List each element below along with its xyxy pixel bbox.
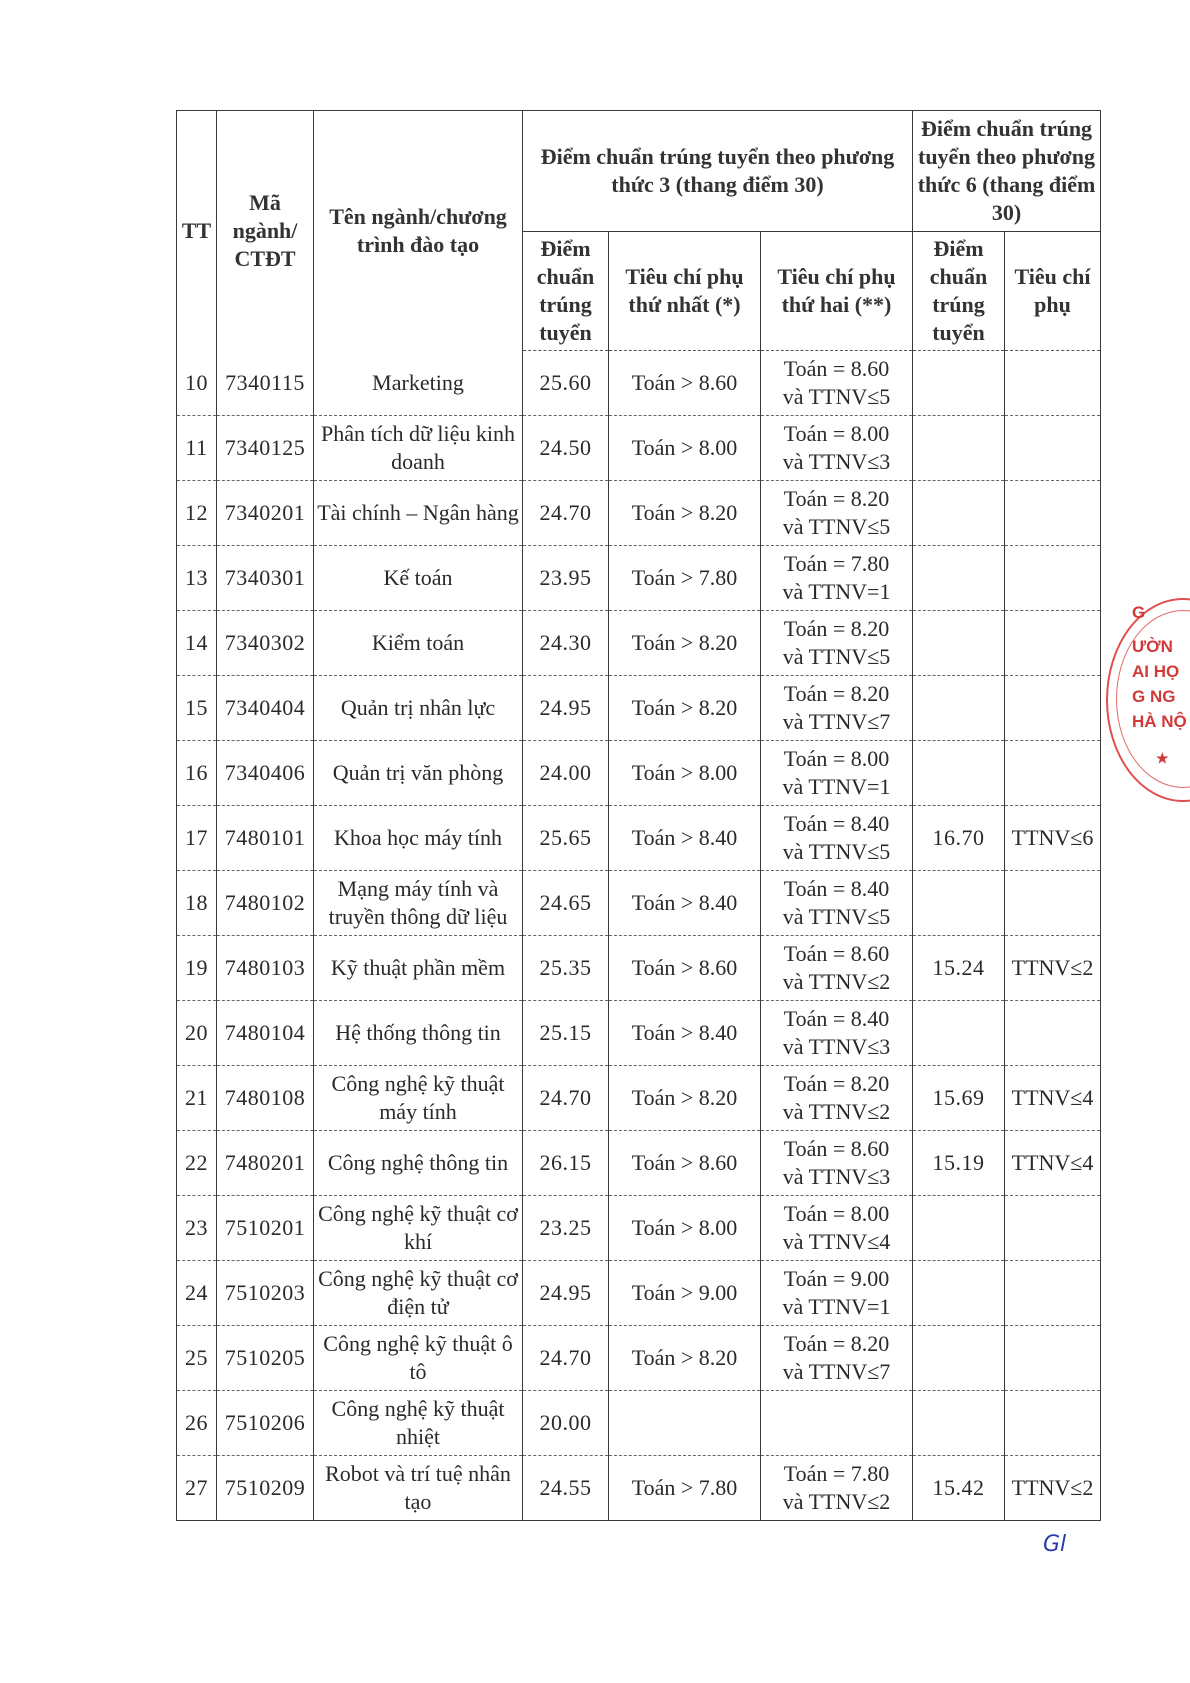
method-3-criterion-1: Toán > 7.80 — [609, 1456, 761, 1521]
table-row — [177, 351, 1101, 416]
header-method-6: Điểm chuẩn trúng tuyển theo phương thức 6 (thang điểm 30) — [913, 111, 1101, 232]
header-m6-criterion: Tiêu chí phụ — [1005, 232, 1101, 351]
table-row — [177, 1131, 1101, 1196]
program-code: 7340115 — [217, 351, 314, 416]
method-3-score: 25.65 — [523, 806, 609, 871]
method-6-score — [913, 871, 1005, 936]
criterion-line: Toán = 8.20 — [783, 681, 890, 706]
method-6-criterion — [1005, 1391, 1101, 1456]
row-number: 12 — [177, 481, 217, 546]
method-6-score — [913, 481, 1005, 546]
program-code: 7510203 — [217, 1261, 314, 1326]
row-number: 21 — [177, 1066, 217, 1131]
criterion-line: Toán = 7.80 — [783, 551, 890, 576]
method-3-criterion-2 — [761, 546, 913, 611]
row-number: 17 — [177, 806, 217, 871]
method-3-criterion-1: Toán > 8.20 — [609, 676, 761, 741]
criterion-line: và TTNV≤2 — [782, 1489, 891, 1514]
program-name: Quản trị văn phòng — [314, 741, 523, 806]
method-6-criterion: TTNV≤4 — [1005, 1066, 1101, 1131]
method-3-score: 24.30 — [523, 611, 609, 676]
method-3-criterion-2 — [761, 1131, 913, 1196]
method-3-criterion-2 — [761, 1456, 913, 1521]
method-6-score — [913, 1391, 1005, 1456]
method-3-criterion-2 — [761, 1066, 913, 1131]
seal-text: AI HỌ — [1132, 662, 1180, 681]
program-name: Mạng máy tính và truyền thông dữ liệu — [314, 871, 523, 936]
criterion-line: Toán = 8.40 — [783, 876, 890, 901]
criterion-line: Toán = 9.00 — [783, 1266, 890, 1291]
method-6-criterion — [1005, 481, 1101, 546]
header-m3-score: Điểm chuẩn trúng tuyển — [523, 232, 609, 351]
program-name: Công nghệ kỹ thuật nhiệt — [314, 1391, 523, 1456]
row-number: 15 — [177, 676, 217, 741]
criterion-line: Toán = 8.40 — [783, 811, 890, 836]
method-3-score: 25.35 — [523, 936, 609, 1001]
program-code: 7340125 — [217, 416, 314, 481]
criterion-line: và TTNV≤5 — [782, 904, 891, 929]
table-row — [177, 936, 1101, 1001]
method-6-criterion: TTNV≤6 — [1005, 806, 1101, 871]
method-3-score: 23.95 — [523, 546, 609, 611]
method-6-score — [913, 676, 1005, 741]
header-m3-criterion-2: Tiêu chí phụ thứ hai (**) — [761, 232, 913, 351]
criterion-line: và TTNV≤3 — [782, 1034, 891, 1059]
criterion-line: Toán = 8.00 — [783, 1201, 890, 1226]
method-6-score: 15.42 — [913, 1456, 1005, 1521]
method-3-criterion-2 — [761, 1261, 913, 1326]
criterion-line: và TTNV≤5 — [782, 514, 891, 539]
method-3-score: 25.60 — [523, 351, 609, 416]
method-3-criterion-2 — [761, 351, 913, 416]
method-3-criterion-1: Toán > 8.20 — [609, 481, 761, 546]
program-code: 7480103 — [217, 936, 314, 1001]
method-6-criterion: TTNV≤2 — [1005, 1456, 1101, 1521]
criterion-line: Toán = 8.60 — [783, 1136, 890, 1161]
method-3-criterion-2 — [761, 1001, 913, 1066]
table-row — [177, 741, 1101, 806]
program-name: Hệ thống thông tin — [314, 1001, 523, 1066]
method-3-criterion-2 — [761, 1326, 913, 1391]
table-body — [177, 351, 1101, 1521]
program-name: Công nghệ kỹ thuật máy tính — [314, 1066, 523, 1131]
criterion-line: và TTNV≤3 — [782, 449, 891, 474]
program-name: Phân tích dữ liệu kinh doanh — [314, 416, 523, 481]
method-3-criterion-2 — [761, 676, 913, 741]
row-number: 23 — [177, 1196, 217, 1261]
method-3-score: 24.00 — [523, 741, 609, 806]
criterion-line: Toán = 8.00 — [783, 746, 890, 771]
criterion-line: và TTNV≤5 — [782, 384, 891, 409]
red-seal-stamp — [1128, 598, 1190, 803]
method-6-criterion — [1005, 416, 1101, 481]
seal-text: G — [1132, 603, 1146, 622]
method-6-criterion: TTNV≤4 — [1005, 1131, 1101, 1196]
program-code: 7340406 — [217, 741, 314, 806]
method-3-criterion-1: Toán > 9.00 — [609, 1261, 761, 1326]
method-6-criterion — [1005, 546, 1101, 611]
table-row — [177, 1326, 1101, 1391]
method-3-score: 24.55 — [523, 1456, 609, 1521]
program-name: Công nghệ kỹ thuật ô tô — [314, 1326, 523, 1391]
method-3-criterion-2 — [761, 871, 913, 936]
table-row — [177, 481, 1101, 546]
table-row — [177, 1456, 1101, 1521]
criterion-line: Toán = 7.80 — [783, 1461, 890, 1486]
program-name: Robot và trí tuệ nhân tạo — [314, 1456, 523, 1521]
method-3-criterion-1: Toán > 8.00 — [609, 1196, 761, 1261]
method-6-criterion — [1005, 1001, 1101, 1066]
program-code: 7510209 — [217, 1456, 314, 1521]
row-number: 25 — [177, 1326, 217, 1391]
program-code: 7340404 — [217, 676, 314, 741]
method-6-score: 16.70 — [913, 806, 1005, 871]
program-code: 7510206 — [217, 1391, 314, 1456]
table-row — [177, 1391, 1101, 1456]
program-name: Khoa học máy tính — [314, 806, 523, 871]
method-6-score: 15.19 — [913, 1131, 1005, 1196]
program-code: 7340201 — [217, 481, 314, 546]
method-3-criterion-1 — [609, 1391, 761, 1456]
method-3-score: 25.15 — [523, 1001, 609, 1066]
seal-text: G NG — [1132, 687, 1176, 706]
row-number: 24 — [177, 1261, 217, 1326]
criterion-line: Toán = 8.60 — [783, 356, 890, 381]
method-6-score — [913, 611, 1005, 676]
method-6-score — [913, 416, 1005, 481]
method-3-score: 24.95 — [523, 676, 609, 741]
method-3-score: 26.15 — [523, 1131, 609, 1196]
method-3-score: 24.70 — [523, 1066, 609, 1131]
criterion-line: Toán = 8.00 — [783, 421, 890, 446]
method-3-criterion-1: Toán > 7.80 — [609, 546, 761, 611]
admission-scores-table — [176, 110, 1101, 1521]
program-code: 7480108 — [217, 1066, 314, 1131]
row-number: 10 — [177, 351, 217, 416]
program-name: Quản trị nhân lực — [314, 676, 523, 741]
method-6-score: 15.24 — [913, 936, 1005, 1001]
program-code: 7340302 — [217, 611, 314, 676]
method-6-score — [913, 741, 1005, 806]
method-3-criterion-2 — [761, 1391, 913, 1456]
criterion-line: và TTNV≤3 — [782, 1164, 891, 1189]
method-3-criterion-1: Toán > 8.60 — [609, 936, 761, 1001]
seal-text: HÀ NỘ — [1132, 712, 1187, 731]
criterion-line: Toán = 8.20 — [783, 486, 890, 511]
method-3-criterion-2 — [761, 611, 913, 676]
criterion-line: và TTNV≤7 — [782, 1359, 891, 1384]
method-3-score: 24.70 — [523, 481, 609, 546]
program-name: Công nghệ kỹ thuật cơ khí — [314, 1196, 523, 1261]
program-name: Công nghệ thông tin — [314, 1131, 523, 1196]
method-3-criterion-2 — [761, 936, 913, 1001]
program-name: Công nghệ kỹ thuật cơ điện tử — [314, 1261, 523, 1326]
method-3-criterion-1: Toán > 8.20 — [609, 1326, 761, 1391]
method-3-criterion-1: Toán > 8.00 — [609, 416, 761, 481]
method-6-criterion — [1005, 676, 1101, 741]
table-row — [177, 1066, 1101, 1131]
row-number: 13 — [177, 546, 217, 611]
header-tt: TT — [177, 111, 217, 351]
program-name: Kế toán — [314, 546, 523, 611]
header-m3-criterion-1: Tiêu chí phụ thứ nhất (*) — [609, 232, 761, 351]
program-code: 7480104 — [217, 1001, 314, 1066]
row-number: 14 — [177, 611, 217, 676]
method-3-criterion-2 — [761, 741, 913, 806]
table-row — [177, 416, 1101, 481]
table-row — [177, 611, 1101, 676]
method-6-criterion — [1005, 1326, 1101, 1391]
program-code: 7340301 — [217, 546, 314, 611]
criterion-line: Toán = 8.20 — [783, 1071, 890, 1096]
row-number: 16 — [177, 741, 217, 806]
criterion-line: và TTNV=1 — [782, 774, 891, 799]
program-name: Marketing — [314, 351, 523, 416]
method-3-criterion-2 — [761, 806, 913, 871]
criterion-line: và TTNV=1 — [782, 1294, 891, 1319]
table-row — [177, 871, 1101, 936]
criterion-line: Toán = 8.20 — [783, 1331, 890, 1356]
method-6-score — [913, 1001, 1005, 1066]
program-name: Tài chính – Ngân hàng — [314, 481, 523, 546]
method-3-score: 23.25 — [523, 1196, 609, 1261]
method-6-score: 15.69 — [913, 1066, 1005, 1131]
row-number: 19 — [177, 936, 217, 1001]
method-3-criterion-1: Toán > 8.40 — [609, 871, 761, 936]
method-3-score: 24.65 — [523, 871, 609, 936]
method-3-criterion-1: Toán > 8.20 — [609, 611, 761, 676]
criterion-line: và TTNV≤2 — [782, 969, 891, 994]
table-row — [177, 676, 1101, 741]
method-3-criterion-1: Toán > 8.40 — [609, 1001, 761, 1066]
criterion-line: và TTNV≤5 — [782, 644, 891, 669]
program-code: 7480101 — [217, 806, 314, 871]
method-3-score: 20.00 — [523, 1391, 609, 1456]
header-code: Mã ngành/ CTĐT — [217, 111, 314, 351]
method-6-score — [913, 1196, 1005, 1261]
row-number: 26 — [177, 1391, 217, 1456]
program-name: Kiểm toán — [314, 611, 523, 676]
method-6-score — [913, 1326, 1005, 1391]
method-3-score: 24.50 — [523, 416, 609, 481]
method-6-criterion — [1005, 611, 1101, 676]
row-number: 20 — [177, 1001, 217, 1066]
program-code: 7480201 — [217, 1131, 314, 1196]
method-6-score — [913, 351, 1005, 416]
criterion-line: Toán = 8.20 — [783, 616, 890, 641]
method-6-score — [913, 546, 1005, 611]
method-6-criterion — [1005, 351, 1101, 416]
criterion-line: và TTNV≤4 — [782, 1229, 891, 1254]
method-3-criterion-1: Toán > 8.20 — [609, 1066, 761, 1131]
criterion-line: và TTNV≤2 — [782, 1099, 891, 1124]
table-row — [177, 1261, 1101, 1326]
method-3-criterion-2 — [761, 416, 913, 481]
table-row — [177, 1196, 1101, 1261]
criterion-line: và TTNV≤7 — [782, 709, 891, 734]
initials-signature: Gl — [1043, 1532, 1067, 1557]
criterion-line: và TTNV≤5 — [782, 839, 891, 864]
method-3-criterion-1: Toán > 8.60 — [609, 351, 761, 416]
criterion-line: và TTNV=1 — [782, 579, 891, 604]
table-row — [177, 1001, 1101, 1066]
method-6-criterion — [1005, 1261, 1101, 1326]
header-method-3: Điểm chuẩn trúng tuyển theo phương thức 3 (thang điểm 30) — [523, 111, 913, 232]
method-3-criterion-2 — [761, 1196, 913, 1261]
method-3-score: 24.95 — [523, 1261, 609, 1326]
program-code: 7480102 — [217, 871, 314, 936]
method-6-criterion — [1005, 871, 1101, 936]
program-code: 7510201 — [217, 1196, 314, 1261]
program-code: 7510205 — [217, 1326, 314, 1391]
table-row — [177, 546, 1101, 611]
table-row — [177, 806, 1101, 871]
method-6-score — [913, 1261, 1005, 1326]
seal-star-icon: ★ — [1156, 750, 1169, 766]
seal-text: ƯỜN — [1132, 637, 1173, 656]
row-number: 18 — [177, 871, 217, 936]
method-6-criterion: TTNV≤2 — [1005, 936, 1101, 1001]
method-6-criterion — [1005, 1196, 1101, 1261]
method-3-criterion-1: Toán > 8.60 — [609, 1131, 761, 1196]
criterion-line: Toán = 8.40 — [783, 1006, 890, 1031]
header-m6-score: Điểm chuẩn trúng tuyển — [913, 232, 1005, 351]
method-3-score: 24.70 — [523, 1326, 609, 1391]
criterion-line: Toán = 8.60 — [783, 941, 890, 966]
row-number: 11 — [177, 416, 217, 481]
row-number: 22 — [177, 1131, 217, 1196]
method-3-criterion-1: Toán > 8.00 — [609, 741, 761, 806]
program-name: Kỹ thuật phần mềm — [314, 936, 523, 1001]
header-program-name: Tên ngành/chương trình đào tạo — [314, 111, 523, 351]
method-3-criterion-1: Toán > 8.40 — [609, 806, 761, 871]
method-6-criterion — [1005, 741, 1101, 806]
row-number: 27 — [177, 1456, 217, 1521]
method-3-criterion-2 — [761, 481, 913, 546]
